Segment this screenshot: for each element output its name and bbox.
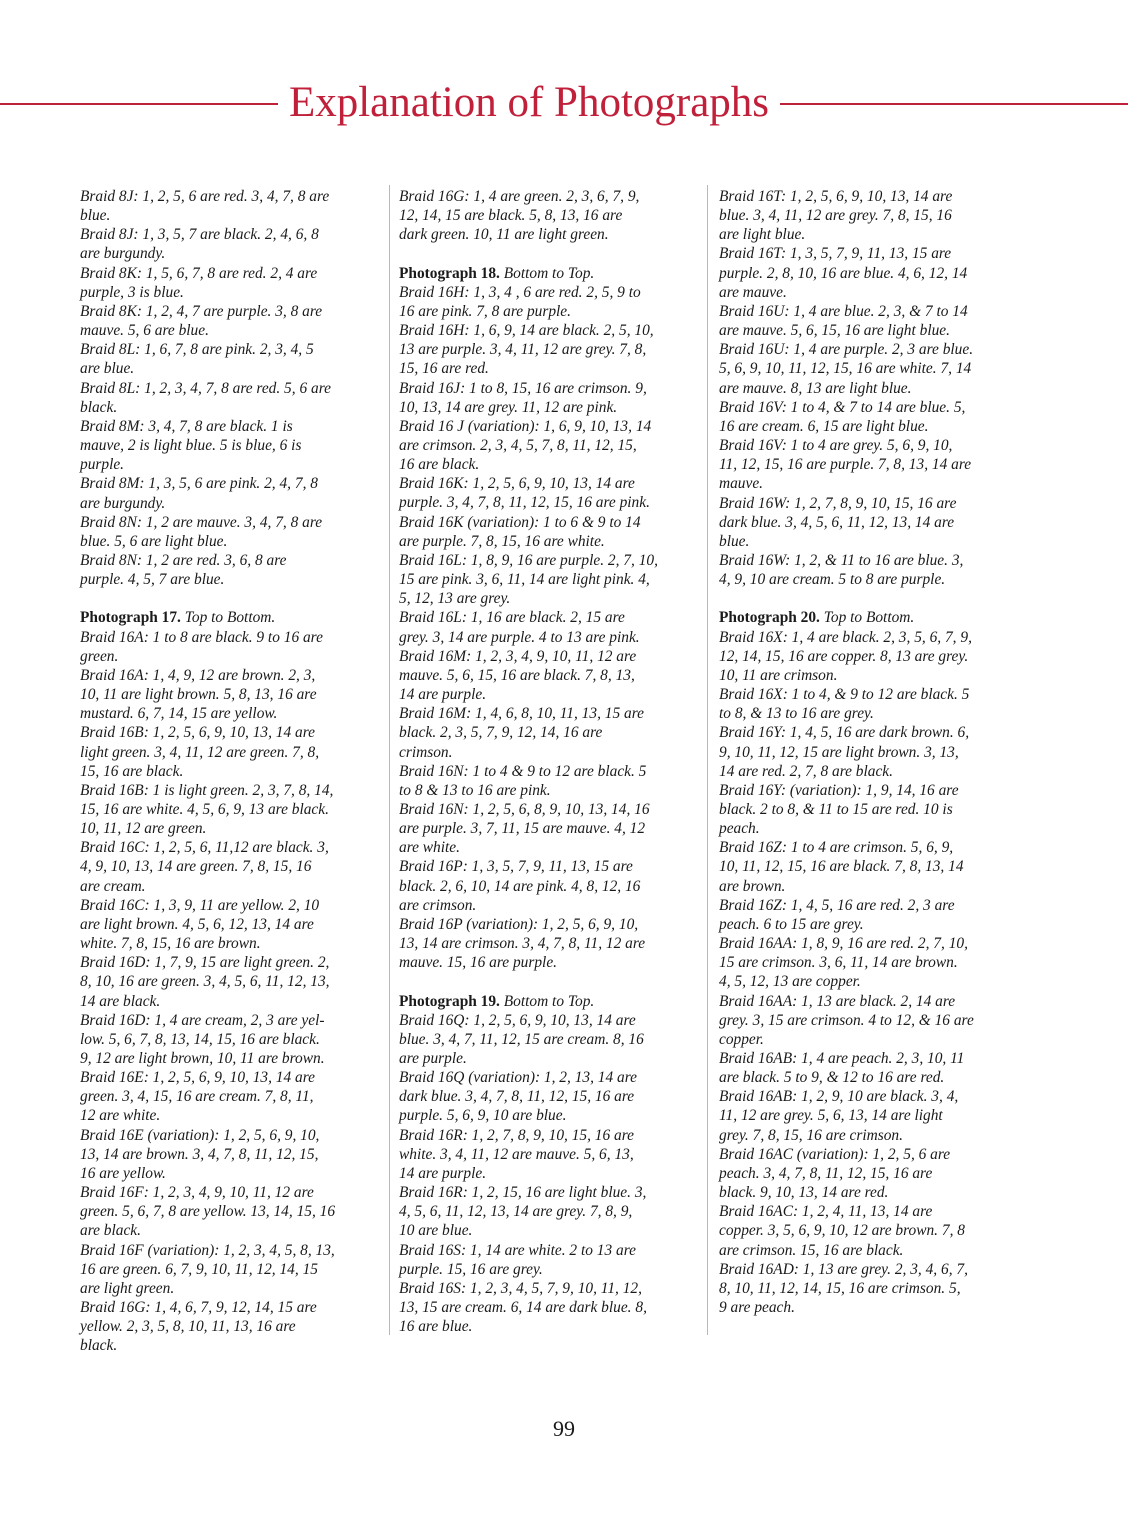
- text-line: purple. 4, 5, 7 are blue.: [80, 571, 225, 589]
- text-line: are crimson. 2, 3, 4, 5, 7, 8, 11, 12, 15,: [399, 437, 637, 455]
- text-line: Braid 16P: 1, 3, 5, 7, 9, 11, 13, 15 are: [399, 858, 633, 876]
- text-line: are mauve.: [719, 283, 787, 301]
- text-line: 5, 12, 13 are grey.: [399, 590, 511, 608]
- text-line: are white.: [399, 839, 460, 857]
- text-line: copper.: [719, 1030, 764, 1048]
- text-line: Braid 16A: 1, 4, 9, 12 are brown. 2, 3,: [80, 666, 316, 684]
- text-line: 8, 10, 11, 12, 14, 15, 16 are crimson. 5,: [719, 1279, 961, 1297]
- text-line: 15, 16 are black.: [80, 762, 184, 780]
- text-line: Braid 16T: 1, 2, 5, 6, 9, 10, 13, 14 are: [719, 188, 953, 205]
- text-line: grey. 7, 8, 15, 16 are crimson.: [719, 1126, 903, 1144]
- text-line: purple. 2, 8, 10, 16 are blue. 4, 6, 12, 14: [719, 264, 968, 282]
- text-line: green. 5, 6, 7, 8 are yellow. 13, 14, 15, 16: [80, 1203, 336, 1221]
- text-line: Braid 16W: 1, 2, & 11 to 16 are blue. 3,: [719, 551, 964, 569]
- photograph-orientation: Bottom to Top.: [499, 992, 595, 1010]
- text-line: mustard. 6, 7, 14, 15 are yellow.: [80, 705, 278, 723]
- text-line: are purple.: [399, 1050, 467, 1067]
- text-line: to 8 & 13 to 16 are pink.: [399, 781, 551, 799]
- text-line: 11, 12, 15, 16 are purple. 7, 8, 13, 14 are: [719, 456, 972, 474]
- text-line: Braid 8N: 1, 2 are mauve. 3, 4, 7, 8 are: [80, 513, 323, 531]
- text-line: peach.: [719, 820, 760, 838]
- text-line: black. 2, 3, 5, 7, 9, 12, 14, 16 are: [399, 724, 603, 742]
- text-line: Braid 16V: 1 to 4 are grey. 5, 6, 9, 10,: [719, 437, 953, 455]
- photograph-heading: [719, 608, 1019, 627]
- text-line: 15, 16 are red.: [399, 360, 489, 378]
- page-number: 99: [553, 1416, 575, 1441]
- text-line: are crimson.: [399, 896, 477, 914]
- column-divider-1: [389, 185, 390, 1335]
- photograph-number: Photograph 20.: [719, 609, 820, 627]
- text-line: Braid 16Z: 1, 4, 5, 16 are red. 2, 3 are: [719, 896, 955, 914]
- text-line: Braid 16AA: 1, 13 are black. 2, 14 are: [719, 992, 956, 1010]
- text-line: Braid 16B: 1, 2, 5, 6, 9, 10, 13, 14 are: [80, 724, 315, 742]
- text-line: Braid 16R: 1, 2, 15, 16 are light blue. 3,: [399, 1184, 647, 1202]
- text-line: mauve. 15, 16 are purple.: [399, 954, 558, 972]
- text-line: 4, 5, 12, 13 are copper.: [719, 973, 861, 991]
- text-line: 16 are blue.: [399, 1318, 473, 1336]
- text-line: crimson.: [399, 743, 453, 761]
- text-line: mauve, 2 is light blue. 5 is blue, 6 is: [80, 437, 302, 455]
- text-line: 12, 14, 15 are black. 5, 8, 13, 16 are: [399, 207, 623, 225]
- text-line: yellow. 2, 3, 5, 8, 10, 11, 13, 16 are: [80, 1318, 296, 1336]
- text-line: blue. 3, 4, 7, 11, 12, 15 are cream. 8, 16: [399, 1030, 644, 1048]
- text-line: 5, 6, 9, 10, 11, 12, 15, 16 are white. 7, 14: [719, 360, 972, 378]
- text-column-3: [719, 187, 1019, 1317]
- text-column-2: [399, 187, 699, 1336]
- text-line: 4, 9, 10 are cream. 5 to 8 are purple.: [719, 571, 946, 589]
- text-line: Braid 16Q (variation): 1, 2, 13, 14 are: [399, 1069, 637, 1087]
- text-line: 9 are peach.: [719, 1299, 795, 1317]
- text-line: green.: [80, 647, 119, 665]
- text-line: blue. 5, 6 are light blue.: [80, 532, 228, 550]
- text-line: Braid 16N: 1 to 4 & 9 to 12 are black. 5: [399, 762, 647, 780]
- text-line: mauve.: [719, 475, 764, 493]
- photograph-orientation: Top to Bottom.: [180, 609, 276, 627]
- text-line: are black. 5 to 9, & 12 to 16 are red.: [719, 1069, 945, 1087]
- photograph-number: Photograph 17.: [80, 609, 181, 627]
- text-line: 15, 16 are white. 4, 5, 6, 9, 13 are black.: [80, 800, 329, 818]
- text-line: Braid 16F: 1, 2, 3, 4, 9, 10, 11, 12 are: [80, 1184, 314, 1202]
- text-line: Braid 16AC (variation): 1, 2, 5, 6 are: [719, 1145, 951, 1163]
- text-line: grey. 3, 15 are crimson. 4 to 12, & 16 are: [719, 1011, 974, 1029]
- text-line: black. 2 to 8, & 11 to 15 are red. 10 is: [719, 800, 953, 818]
- text-line: Braid 16U: 1, 4 are blue. 2, 3, & 7 to 14: [719, 302, 968, 320]
- paragraph-gap: [399, 244, 699, 263]
- text-line: 16 are green. 6, 7, 9, 10, 11, 12, 14, 15: [80, 1260, 318, 1278]
- text-line: purple. 15, 16 are grey.: [399, 1260, 543, 1278]
- text-line: Braid 16Y: (variation): 1, 9, 14, 16 are: [719, 781, 959, 799]
- text-line: Braid 16B: 1 is light green. 2, 3, 7, 8, 14,: [80, 781, 334, 799]
- text-line: Braid 16G: 1, 4, 6, 7, 9, 12, 14, 15 are: [80, 1299, 317, 1317]
- text-line: 4, 9, 10, 13, 14 are green. 7, 8, 15, 16: [80, 858, 312, 876]
- text-line: Braid 16P (variation): 1, 2, 5, 6, 9, 10,: [399, 915, 639, 933]
- text-line: are burgundy.: [80, 245, 166, 263]
- text-line: purple, 3 is blue.: [80, 283, 184, 301]
- photograph-heading: [399, 992, 699, 1011]
- text-line: 13, 14 are crimson. 3, 4, 7, 8, 11, 12 are: [399, 935, 646, 953]
- text-line: Braid 8L: 1, 6, 7, 8 are pink. 2, 3, 4, 5: [80, 341, 314, 359]
- text-line: are mauve. 5, 6, 15, 16 are light blue.: [719, 322, 950, 340]
- text-line: Braid 16K: 1, 2, 5, 6, 9, 10, 13, 14 are: [399, 475, 635, 493]
- text-line: dark blue. 3, 4, 7, 8, 11, 12, 15, 16 are: [399, 1088, 635, 1106]
- text-line: 9, 12 are light brown, 10, 11 are brown.: [80, 1050, 325, 1068]
- text-line: dark green. 10, 11 are light green.: [399, 226, 609, 244]
- page-title: Explanation of Photographs: [288, 79, 770, 126]
- text-line: Braid 16N: 1, 2, 5, 6, 8, 9, 10, 13, 14, 16: [399, 800, 650, 818]
- text-line: 13, 15 are cream. 6, 14 are dark blue. 8,: [399, 1299, 647, 1317]
- text-line: are cream.: [80, 877, 146, 895]
- text-line: Braid 16Y: 1, 4, 5, 16 are dark brown. 6,: [719, 724, 970, 742]
- text-line: blue.: [719, 532, 750, 550]
- text-line: Braid 16AB: 1, 2, 9, 10 are black. 3, 4,: [719, 1088, 959, 1106]
- text-line: Braid 8M: 3, 4, 7, 8 are black. 1 is: [80, 417, 293, 435]
- text-line: Braid 16A: 1 to 8 are black. 9 to 16 are: [80, 628, 323, 646]
- text-line: Braid 16Z: 1 to 4 are crimson. 5, 6, 9,: [719, 839, 954, 857]
- text-line: Braid 8K: 1, 2, 4, 7 are purple. 3, 8 are: [80, 302, 323, 320]
- text-line: are burgundy.: [80, 494, 166, 512]
- text-line: Braid 16D: 1, 4 are cream, 2, 3 are yel-: [80, 1011, 325, 1029]
- text-line: Braid 16E: 1, 2, 5, 6, 9, 10, 13, 14 are: [80, 1069, 315, 1087]
- text-line: Braid 16T: 1, 3, 5, 7, 9, 11, 13, 15 are: [719, 245, 952, 263]
- text-line: Braid 16M: 1, 2, 3, 4, 9, 10, 11, 12 are: [399, 647, 637, 665]
- text-line: mauve. 5, 6 are blue.: [80, 322, 209, 340]
- text-line: are light green.: [80, 1279, 175, 1297]
- text-line: 16 are black.: [399, 456, 480, 474]
- photograph-orientation: Bottom to Top.: [499, 264, 595, 282]
- text-line: Braid 16C: 1, 2, 5, 6, 11,12 are black. 3,: [80, 839, 329, 857]
- photograph-number: Photograph 18.: [399, 264, 500, 282]
- text-line: are mauve. 8, 13 are light blue.: [719, 379, 912, 397]
- text-line: 11, 12 are grey. 5, 6, 13, 14 are light: [719, 1107, 943, 1125]
- page-header: [0, 80, 1128, 130]
- text-line: 10, 11, 12, 15, 16 are black. 7, 8, 13, 14: [719, 858, 964, 876]
- text-line: 13, 14 are brown. 3, 4, 7, 8, 11, 12, 15,: [80, 1145, 319, 1163]
- text-line: Braid 16D: 1, 7, 9, 15 are light green. 2,: [80, 954, 330, 972]
- text-line: 12 are white.: [80, 1107, 161, 1125]
- text-line: 12, 14, 15, 16 are copper. 8, 13 are grey.: [719, 647, 969, 665]
- text-line: are light blue.: [719, 226, 806, 244]
- photograph-number: Photograph 19.: [399, 992, 500, 1010]
- text-line: 10, 11 are crimson.: [719, 666, 838, 684]
- text-line: 10, 11 are light brown. 5, 8, 13, 16 are: [80, 686, 317, 704]
- text-line: are black.: [80, 1222, 141, 1240]
- text-line: Braid 16H: 1, 3, 4 , 6 are red. 2, 5, 9 to: [399, 283, 641, 301]
- text-line: Braid 8M: 1, 3, 5, 6 are pink. 2, 4, 7, 8: [80, 475, 318, 493]
- text-line: 9, 10, 11, 12, 15 are light brown. 3, 13,: [719, 743, 959, 761]
- photograph-heading: [399, 264, 699, 283]
- text-line: 16 are yellow.: [80, 1164, 166, 1182]
- text-line: Braid 8K: 1, 5, 6, 7, 8 are red. 2, 4 are: [80, 264, 318, 282]
- text-line: Braid 8L: 1, 2, 3, 4, 7, 8 are red. 5, 6 are: [80, 379, 331, 397]
- text-line: low. 5, 6, 7, 8, 13, 14, 15, 16 are black.: [80, 1030, 320, 1048]
- text-line: black. 2, 6, 10, 14 are pink. 4, 8, 12, 16: [399, 877, 641, 895]
- text-line: 10, 13, 14 are grey. 11, 12 are pink.: [399, 398, 618, 416]
- text-line: 4, 5, 6, 11, 12, 13, 14 are grey. 7, 8, 9,: [399, 1203, 633, 1221]
- text-line: to 8, & 13 to 16 are grey.: [719, 705, 874, 723]
- text-line: dark blue. 3, 4, 5, 6, 11, 12, 13, 14 are: [719, 513, 955, 531]
- text-column-1: [80, 187, 380, 1356]
- text-line: 15 are crimson. 3, 6, 11, 14 are brown.: [719, 954, 958, 972]
- text-line: Braid 16X: 1, 4 are black. 2, 3, 5, 6, 7, 9,: [719, 628, 972, 646]
- text-line: Braid 16L: 1, 16 are black. 2, 15 are: [399, 609, 625, 627]
- text-line: black.: [80, 398, 118, 416]
- text-line: Braid 8J: 1, 3, 5, 7 are black. 2, 4, 6, 8: [80, 226, 319, 244]
- text-line: are brown.: [719, 877, 786, 895]
- photograph-orientation: Top to Bottom.: [819, 609, 915, 627]
- text-line: are crimson. 15, 16 are black.: [719, 1241, 904, 1259]
- text-line: purple. 5, 6, 9, 10 are blue.: [399, 1107, 567, 1125]
- text-line: white. 3, 4, 11, 12 are mauve. 5, 6, 13,: [399, 1145, 634, 1163]
- text-line: black.: [80, 1337, 118, 1355]
- text-line: Braid 16S: 1, 2, 3, 4, 5, 7, 9, 10, 11, 12,: [399, 1279, 642, 1297]
- text-line: are purple. 7, 8, 15, 16 are white.: [399, 532, 605, 550]
- text-line: 14 are purple.: [399, 1164, 487, 1182]
- text-line: 14 are red. 2, 7, 8 are black.: [719, 762, 893, 780]
- text-line: 16 are pink. 7, 8 are purple.: [399, 302, 571, 320]
- paragraph-gap: [80, 589, 380, 608]
- text-line: Braid 16F (variation): 1, 2, 3, 4, 5, 8, 13,: [80, 1241, 335, 1259]
- text-line: 10, 11, 12 are green.: [80, 820, 207, 838]
- text-line: Braid 16U: 1, 4 are purple. 2, 3 are blue.: [719, 341, 974, 359]
- text-line: Braid 16Q: 1, 2, 5, 6, 9, 10, 13, 14 are: [399, 1011, 636, 1029]
- text-line: are blue.: [80, 360, 135, 378]
- text-line: Braid 16W: 1, 2, 7, 8, 9, 10, 15, 16 are: [719, 494, 957, 512]
- paragraph-gap: [719, 589, 1019, 608]
- text-line: peach. 6 to 15 are grey.: [719, 915, 864, 933]
- photograph-heading: [80, 608, 380, 627]
- title-rule-right: [780, 103, 1128, 105]
- text-line: Braid 16X: 1 to 4, & 9 to 12 are black. 5: [719, 686, 970, 704]
- text-line: purple. 3, 4, 7, 8, 11, 12, 15, 16 are pink.: [399, 494, 650, 512]
- text-line: 16 are cream. 6, 15 are light blue.: [719, 417, 929, 435]
- text-line: 15 are pink. 3, 6, 11, 14 are light pink. 4,: [399, 571, 650, 589]
- text-line: are light brown. 4, 5, 6, 12, 13, 14 are: [80, 915, 314, 933]
- text-line: Braid 16AB: 1, 4 are peach. 2, 3, 10, 11: [719, 1050, 965, 1068]
- text-line: 8, 10, 16 are green. 3, 4, 5, 6, 11, 12, 13,: [80, 973, 330, 991]
- text-line: purple.: [80, 456, 125, 474]
- text-line: 13 are purple. 3, 4, 11, 12 are grey. 7, 8,: [399, 341, 647, 359]
- text-line: blue.: [80, 207, 111, 225]
- title-rule-left: [0, 103, 278, 105]
- text-line: Braid 16AC: 1, 2, 4, 11, 13, 14 are: [719, 1203, 933, 1221]
- text-line: Braid 16K (variation): 1 to 6 & 9 to 14: [399, 513, 641, 531]
- paragraph-gap: [399, 972, 699, 991]
- text-line: Braid 16AA: 1, 8, 9, 16 are red. 2, 7, 10,: [719, 935, 968, 953]
- text-line: Braid 16E (variation): 1, 2, 5, 6, 9, 10,: [80, 1126, 320, 1144]
- text-line: Braid 16J: 1 to 8, 15, 16 are crimson. 9,: [399, 379, 647, 397]
- text-line: Braid 8J: 1, 2, 5, 6 are red. 3, 4, 7, 8 are: [80, 188, 330, 205]
- text-line: Braid 8N: 1, 2 are red. 3, 6, 8 are: [80, 551, 287, 569]
- text-line: black. 9, 10, 13, 14 are red.: [719, 1184, 889, 1202]
- text-line: Braid 16 J (variation): 1, 6, 9, 10, 13, 14: [399, 417, 652, 435]
- text-line: 10 are blue.: [399, 1222, 473, 1240]
- text-line: light green. 3, 4, 11, 12 are green. 7, 8,: [80, 743, 320, 761]
- text-line: Braid 16C: 1, 3, 9, 11 are yellow. 2, 10: [80, 896, 320, 914]
- text-line: Braid 16S: 1, 14 are white. 2 to 13 are: [399, 1241, 636, 1259]
- text-line: Braid 16M: 1, 4, 6, 8, 10, 11, 13, 15 are: [399, 705, 644, 723]
- text-line: 14 are black.: [80, 992, 161, 1010]
- text-line: Braid 16R: 1, 2, 7, 8, 9, 10, 15, 16 are: [399, 1126, 634, 1144]
- text-line: Braid 16G: 1, 4 are green. 2, 3, 6, 7, 9,: [399, 188, 640, 205]
- text-line: Braid 16L: 1, 8, 9, 16 are purple. 2, 7, 10,: [399, 551, 658, 569]
- text-line: green. 3, 4, 15, 16 are cream. 7, 8, 11,: [80, 1088, 314, 1106]
- text-line: are purple. 3, 7, 11, 15 are mauve. 4, 12: [399, 820, 646, 838]
- text-line: grey. 3, 14 are purple. 4 to 13 are pink.: [399, 628, 640, 646]
- column-divider-2: [707, 185, 708, 1335]
- text-line: peach. 3, 4, 7, 8, 11, 12, 15, 16 are: [719, 1164, 933, 1182]
- text-line: copper. 3, 5, 6, 9, 10, 12 are brown. 7, 8: [719, 1222, 965, 1240]
- text-line: Braid 16AD: 1, 13 are grey. 2, 3, 4, 6, 7,: [719, 1260, 968, 1278]
- text-line: 14 are purple.: [399, 686, 487, 704]
- text-line: Braid 16H: 1, 6, 9, 14 are black. 2, 5, 10,: [399, 322, 654, 340]
- text-line: white. 7, 8, 15, 16 are brown.: [80, 935, 261, 953]
- text-line: Braid 16V: 1 to 4, & 7 to 14 are blue. 5,: [719, 398, 966, 416]
- text-line: mauve. 5, 6, 15, 16 are black. 7, 8, 13,: [399, 666, 635, 684]
- text-line: blue. 3, 4, 11, 12 are grey. 7, 8, 15, 16: [719, 207, 952, 225]
